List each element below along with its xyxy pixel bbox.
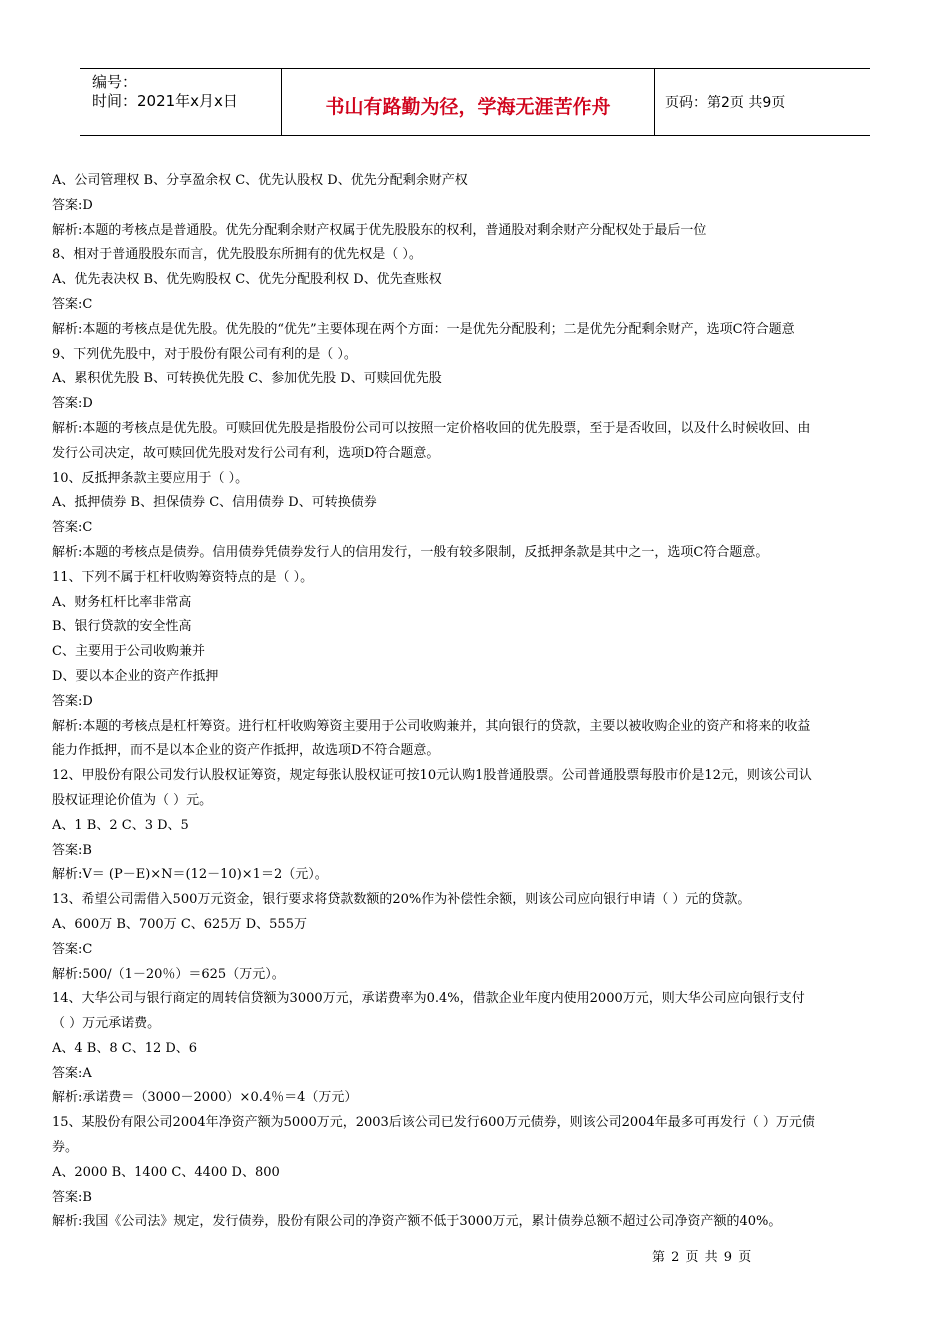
- text-line: 解析:本题的考核点是优先股。优先股的“优先”主要体现在两个方面：一是优先分配股利；二是优先分配剩余财产，选项C符合题意: [52, 321, 795, 337]
- text-line: 解析:我国《公司法》规定，发行债券，股份有限公司的净资产额不低于3000万元，累计债券总额不超过公司净资产额的40%。: [52, 1214, 782, 1230]
- text-line: 答案:D: [52, 396, 93, 412]
- text-line: 解析:本题的考核点是优先股。可赎回优先股是指股份公司可以按照一定价格收回的优先股票，至于是否收回，以及什么时候收回、由: [52, 420, 811, 436]
- text-line: 9、下列优先股中，对于股份有限公司有利的是（ ）。: [52, 346, 357, 362]
- document-number-label: 编号：: [92, 73, 138, 91]
- text-line: A、4 B、8 C、12 D、6: [52, 1040, 198, 1056]
- text-line: 13、希望公司需借入500万元资金，银行要求将贷款数额的20%作为补偿性余额，则该公司应向银行申请（ ）元的贷款。: [52, 892, 751, 908]
- text-line: A、抵押债券 B、担保债券 C、信用债券 D、可转换债券: [52, 495, 377, 511]
- text-line: 答案:C: [52, 296, 93, 312]
- text-line: 解析:承诺费＝（3000－2000）×0.4％＝4（万元）: [52, 1090, 358, 1106]
- text-line: 发行公司决定，故可赎回优先股对发行公司有利，选项D符合题意。: [52, 445, 440, 461]
- text-line: 答案:B: [52, 842, 92, 858]
- text-line: 能力作抵押，而不是以本企业的资产作抵押，故选项D不符合题意。: [52, 743, 440, 759]
- text-line: 11、下列不属于杠杆收购筹资特点的是（ ）。: [52, 569, 314, 585]
- text-line: 答案:C: [52, 520, 93, 536]
- header-motto: 书山有路勤为径，学海无涯苦作舟: [282, 69, 655, 135]
- header-page-info: 页码：第2页 共9页: [665, 95, 786, 111]
- text-line: 10、反抵押条款主要应用于（ ）。: [52, 470, 249, 486]
- text-line: 14、大华公司与银行商定的周转信贷额为3000万元，承诺费率为0.4%，借款企业年度内使用2000万元，则大华公司应向银行支付: [52, 991, 805, 1007]
- document-body: [52, 169, 900, 1235]
- text-line: C、主要用于公司收购兼并: [52, 644, 205, 660]
- text-line: 解析:500/（1－20％）＝625（万元）。: [52, 966, 285, 982]
- text-line: A、优先表决权 B、优先购股权 C、优先分配股利权 D、优先查账权: [52, 272, 442, 288]
- text-line: 12、甲股份有限公司发行认股权证筹资，规定每张认股权证可按10元认购1股普通股票。公司普通股票每股市价是12元，则该公司认: [52, 768, 812, 784]
- text-line: A、1 B、2 C、3 D、5: [52, 817, 189, 833]
- text-line: 解析:本题的考核点是杠杆筹资。进行杠杆收购筹资主要用于公司收购兼并，其向银行的贷款，主要以被收购企业的资产和将来的收益: [52, 718, 811, 734]
- text-line: A、公司管理权 B、分享盈余权 C、优先认股权 D、优先分配剩余财产权: [52, 173, 468, 188]
- text-line: 答案:D: [52, 197, 93, 213]
- header-meta: [80, 69, 282, 135]
- text-line: 8、相对于普通股股东而言，优先股股东所拥有的优先权是（ ）。: [52, 247, 422, 263]
- text-line: 答案:D: [52, 693, 93, 709]
- text-line: A、财务杠杆比率非常高: [52, 594, 192, 610]
- text-line: 答案:C: [52, 941, 93, 957]
- text-line: 券。: [52, 1140, 79, 1156]
- page-header: [80, 68, 870, 136]
- text-line: B、银行贷款的安全性高: [52, 619, 192, 635]
- text-line: 股权证理论价值为（ ）元。: [52, 792, 213, 808]
- text-line: A、2000 B、1400 C、4400 D、800: [52, 1164, 280, 1180]
- text-line: A、600万 B、700万 C、625万 D、555万: [52, 916, 307, 932]
- text-line: D、要以本企业的资产作抵押: [52, 668, 219, 684]
- text-line: 15、某股份有限公司2004年净资产额为5000万元，2003后该公司已发行600万元债券，则该公司2004年最多可再发行（ ）万元债: [52, 1115, 815, 1131]
- text-line: 解析:本题的考核点是普通股。优先分配剩余财产权属于优先股股东的权利，普通股对剩余财产分配权处于最后一位: [52, 222, 707, 238]
- text-line: 解析:本题的考核点是债券。信用债券凭债券发行人的信用发行，一般有较多限制，反抵押条款是其中之一，选项C符合题意。: [52, 544, 769, 560]
- page-footer: 第 2 页 共 9 页: [652, 1250, 753, 1265]
- text-line: 答案:A: [52, 1065, 92, 1081]
- text-line: 解析:V＝ (P－E)×N＝(12－10)×1＝2（元）。: [52, 867, 328, 883]
- text-line: A、累积优先股 B、可转换优先股 C、参加优先股 D、可赎回优先股: [52, 371, 442, 387]
- text-line: （ ）万元承诺费。: [52, 1016, 161, 1032]
- document-time-label: 时间：2021年x月x日: [92, 92, 238, 110]
- text-line: 答案:B: [52, 1189, 92, 1205]
